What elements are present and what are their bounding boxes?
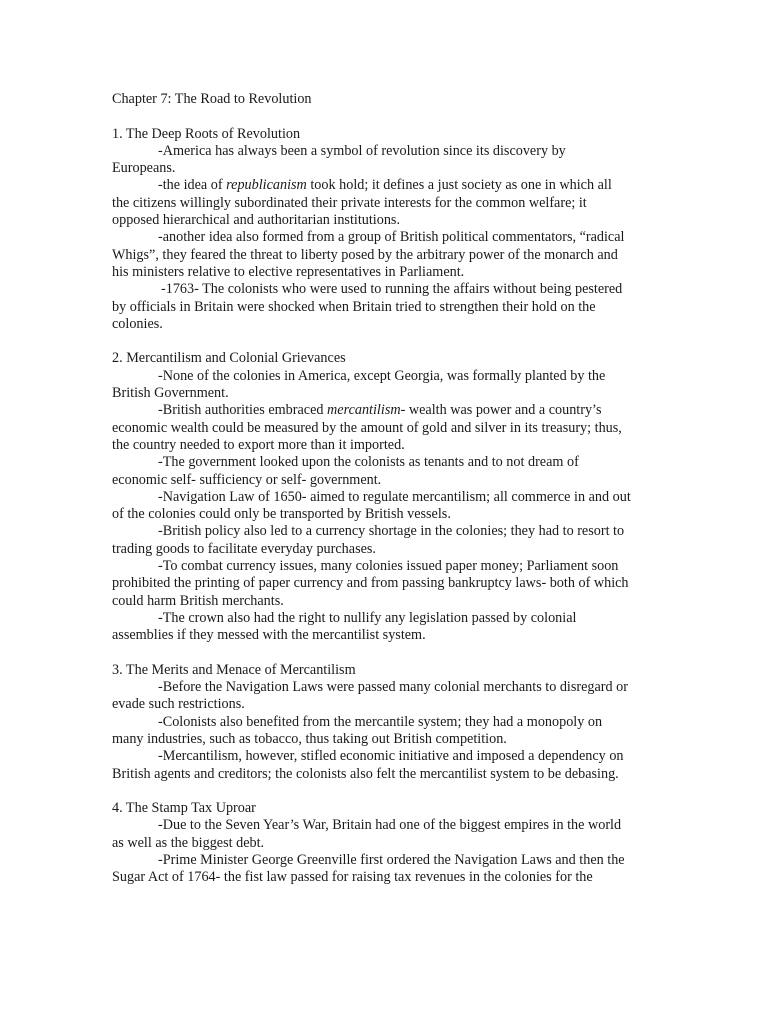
section <box>112 126 632 334</box>
document-body <box>112 126 632 887</box>
paragraph <box>112 177 632 229</box>
section <box>112 662 632 783</box>
paragraph-text: - wealth was power and a country’s economic wealth could be measured by the amount of gold and silver in its treasury; thus, the country needed to export more than it imported. <box>112 402 622 453</box>
paragraph-text: -Navigation Law of 1650- aimed to regulate mercantilism; all commerce in and out of the colonies could only be transported by British vessels. <box>112 488 631 523</box>
section-heading: 1. The Deep Roots of Revolution <box>112 125 301 142</box>
document-page <box>112 91 632 904</box>
paragraph-text: -1763- The colonists who were used to running the affairs without being pestered by officials in Britain were shocked when Britain tried to strengthen their hold on the colonies. <box>112 281 623 332</box>
section-heading: 3. The Merits and Menace of Mercantilism <box>112 661 356 678</box>
paragraph-text: -Due to the Seven Year’s War, Britain had one of the biggest empires in the world as well as the biggest debt. <box>112 817 622 851</box>
paragraph-text: -another idea also formed from a group of British political commentators, “radical Whigs”, they feared the threat to liberty posed by the arbitrary power of the monarch and his ministers relative to elective representatives in Parliament. <box>112 229 625 280</box>
paragraph <box>112 558 632 610</box>
paragraph-text: -Prime Minister George Greenville first ordered the Navigation Laws and then the Sugar Act of 1764- the fist law passed for raising tax revenues in the colonies for the <box>112 852 625 886</box>
section <box>112 350 632 644</box>
paragraph <box>112 714 632 749</box>
paragraph <box>112 748 632 783</box>
paragraph <box>112 454 632 489</box>
paragraph <box>112 852 632 887</box>
paragraph-text: -Mercantilism, however, stifled economic initiative and imposed a dependency on British agents and creditors; the colonists also felt the mercantilist system to be debasing. <box>112 748 624 782</box>
paragraph <box>112 679 632 714</box>
section-heading: 4. The Stamp Tax Uproar <box>112 800 256 817</box>
paragraph-text: -To combat currency issues, many colonies issued paper money; Parliament soon prohibited the printing of paper currency and from passing bankruptcy laws- both of which could harm British merchants. <box>112 558 629 609</box>
paragraph-text: -Colonists also benefited from the mercantile system; they had a monopoly on many industries, such as tobacco, thus taking out British competition. <box>112 713 603 747</box>
italic-term: republicanism <box>226 177 307 194</box>
italic-term: mercantilism <box>327 402 401 419</box>
paragraph-text: -America has always been a symbol of revolution since its discovery by Europeans. <box>112 142 566 177</box>
paragraph-text: -British policy also led to a currency shortage in the colonies; they had to resort to trading goods to facilitate everyday purchases. <box>112 523 625 557</box>
paragraph <box>112 817 632 852</box>
paragraph-text: took hold; it defines a just society as one in which all the citizens willingly subordinated their private interests for the common welfare; it opposed hierarchical and authoritarian institutions. <box>112 177 612 229</box>
paragraph-text: -Before the Navigation Laws were passed many colonial merchants to disregard or evade such restrictions. <box>112 679 628 713</box>
paragraph <box>112 281 632 333</box>
paragraph-text: -The crown also had the right to nullify any legislation passed by colonial assemblies if they messed with the mercantilist system. <box>112 609 577 644</box>
paragraph-text: -None of the colonies in America, except Georgia, was formally planted by the British Government. <box>112 367 606 402</box>
paragraph-text: -the idea of <box>158 177 227 194</box>
paragraph <box>112 143 632 178</box>
section-heading: 2. Mercantilism and Colonial Grievances <box>112 350 346 367</box>
paragraph-text: -The government looked upon the colonists as tenants and to not dream of economic self- sufficiency or self- government. <box>112 454 579 488</box>
section <box>112 800 632 886</box>
paragraph-text: -British authorities embraced <box>158 402 328 419</box>
paragraph <box>112 402 632 454</box>
paragraph <box>112 489 632 524</box>
chapter-title: Chapter 7: The Road to Revolution <box>112 91 312 107</box>
paragraph <box>112 523 632 558</box>
paragraph <box>112 368 632 403</box>
paragraph <box>112 610 632 645</box>
paragraph <box>112 229 632 281</box>
